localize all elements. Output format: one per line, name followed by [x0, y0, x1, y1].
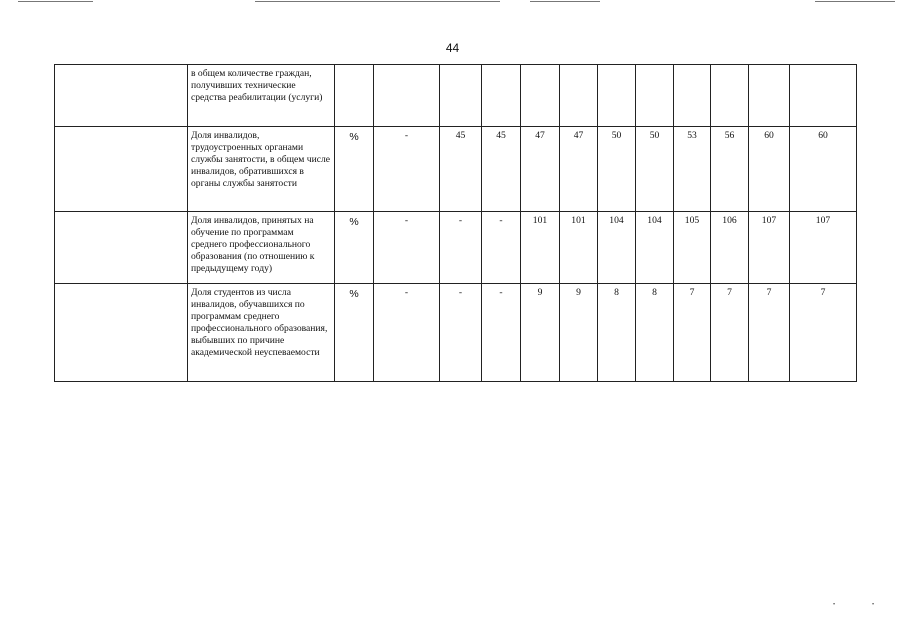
page-number: 44 — [445, 41, 460, 55]
row-number-cell — [55, 65, 188, 127]
value-cell: 7 — [749, 284, 790, 382]
value-cell — [749, 65, 790, 127]
table-row — [55, 127, 857, 212]
value-cell: - — [440, 284, 482, 382]
value-cell: 107 — [749, 212, 790, 284]
table-row — [55, 212, 857, 284]
row-number-cell — [55, 284, 188, 382]
scan-marks: • — [872, 602, 875, 608]
value-cell: - — [374, 284, 440, 382]
value-cell: 50 — [598, 127, 636, 212]
value-cell — [790, 65, 857, 127]
unit-cell — [335, 65, 374, 127]
value-cell: - — [374, 127, 440, 212]
value-cell: 53 — [674, 127, 711, 212]
value-cell: 105 — [674, 212, 711, 284]
value-cell: 9 — [560, 284, 598, 382]
value-cell: 101 — [521, 212, 560, 284]
value-cell: 50 — [636, 127, 674, 212]
scan-artifact-line — [255, 1, 500, 2]
row-number-cell — [55, 212, 188, 284]
scan-marks: • — [833, 602, 836, 608]
value-cell — [636, 65, 674, 127]
indicator-name-cell: Доля инвалидов, принятых на обучение по программам среднего профессионального образования (по отношению к предыдущему году) — [188, 212, 335, 284]
value-cell — [482, 65, 521, 127]
value-cell: 45 — [482, 127, 521, 212]
value-cell: 101 — [560, 212, 598, 284]
row-number-cell — [55, 127, 188, 212]
value-cell — [674, 65, 711, 127]
unit-cell: % — [335, 127, 374, 212]
value-cell: 7 — [711, 284, 749, 382]
unit-cell: % — [335, 284, 374, 382]
value-cell — [440, 65, 482, 127]
value-cell: 104 — [598, 212, 636, 284]
value-cell: 60 — [749, 127, 790, 212]
value-cell: 106 — [711, 212, 749, 284]
value-cell: 104 — [636, 212, 674, 284]
indicator-name-cell: Доля инвалидов, трудоустроенных органами службы занятости, в общем числе инвалидов, обратившихся в органы службы занятости — [188, 127, 335, 212]
indicators-table — [54, 64, 857, 382]
value-cell: 56 — [711, 127, 749, 212]
scan-artifact-line — [530, 1, 600, 2]
value-cell: - — [440, 212, 482, 284]
value-cell: 47 — [521, 127, 560, 212]
value-cell — [711, 65, 749, 127]
value-cell: 8 — [636, 284, 674, 382]
value-cell: 45 — [440, 127, 482, 212]
value-cell: 8 — [598, 284, 636, 382]
value-cell: 47 — [560, 127, 598, 212]
value-cell — [598, 65, 636, 127]
value-cell: - — [374, 212, 440, 284]
value-cell: - — [482, 284, 521, 382]
scan-artifact-line — [18, 1, 93, 2]
unit-cell: % — [335, 212, 374, 284]
value-cell: 9 — [521, 284, 560, 382]
indicator-name-cell: в общем количестве граждан, получивших технические средства реабилитации (услуги) — [188, 65, 335, 127]
value-cell — [374, 65, 440, 127]
value-cell: 60 — [790, 127, 857, 212]
value-cell — [521, 65, 560, 127]
value-cell: - — [482, 212, 521, 284]
scan-artifact-line — [815, 1, 895, 2]
value-cell: 7 — [674, 284, 711, 382]
table-row — [55, 65, 857, 127]
value-cell: 107 — [790, 212, 857, 284]
value-cell — [560, 65, 598, 127]
indicator-name-cell: Доля студентов из числа инвалидов, обучавшихся по программам среднего профессионального образования, выбывших по причине академической неуспеваемости — [188, 284, 335, 382]
table-row — [55, 284, 857, 382]
value-cell: 7 — [790, 284, 857, 382]
